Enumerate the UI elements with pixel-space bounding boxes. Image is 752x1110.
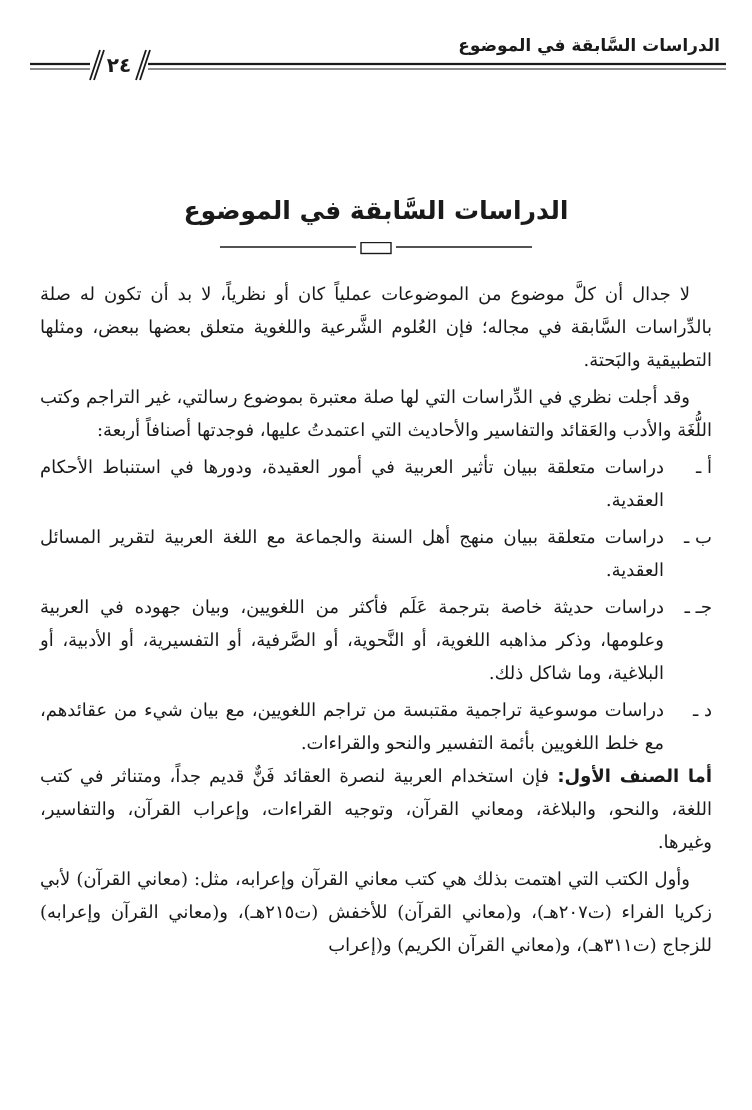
list-marker: أ ـ: [696, 457, 712, 478]
list-text: دراسات حديثة خاصة بترجمة عَلَم فأكثر من اللغويين، وبيان جهوده في العربية وعلومها، وذكر مذاهبه اللغوية، أو النَّحوية، أو الصَّرفية، أو التفسيرية، أو الأدبية، أو البلاغية، وما شاكل ذلك.: [40, 597, 664, 684]
list-item: [40, 521, 712, 587]
list-text: دراسات موسوعية تراجمية مقتبسة من تراجم اللغويين، مع بيان شيء من عقائدهم، مع خلط اللغويين بأئمة التفسير والنحو والقراءات.: [40, 700, 664, 754]
list-item: [40, 451, 712, 517]
first-category-paragraph: [40, 760, 712, 859]
first-category-lead: أما الصنف الأول:: [557, 766, 712, 787]
intro-paragraph: لا جدال أن كلَّ موضوع من الموضوعات عملياً كان أو نظرياً، لا بد أن تكون له صلة بالدِّراسات السَّابقة في مجاله؛ فإن العُلوم الشَّرعية واللغوية متعلق بعضها ببعض، ومثلها التطبيقية والبَحتة.: [40, 284, 712, 371]
list-text: دراسات متعلقة ببيان منهج أهل السنة والجماعة مع اللغة العربية لتقرير المسائل العقدية.: [40, 527, 664, 581]
list-item: [40, 591, 712, 690]
list-marker: ب ـ: [684, 527, 712, 548]
page-number-box: [90, 50, 146, 80]
books-paragraph: وأول الكتب التي اهتمت بذلك هي كتب معاني القرآن وإعرابه، مثل: (معاني القرآن) لأبي زكريا الفراء (ت٢٠٧هـ)، و(معاني القرآن) للأخفش (ت٢١٥هـ)، و(معاني القرآن وإعرابه) للزجاج (ت٣١١هـ)، و(معاني القرآن الكريم) و(إعراب: [40, 869, 712, 956]
chapter-title: الدراسات السَّابقة في الموضوع: [183, 196, 569, 225]
survey-paragraph: وقد أجلت نظري في الدِّراسات التي لها صلة معتبرة بموضوع رسالتي، غير التراجم وكتب اللُّغَة والأدب والعَقائد والتفاسير والأحاديث التي اعتمدتُ عليها، فوجدتها أصنافاً أربعة:: [40, 387, 712, 441]
first-category-text: فإن استخدام العربية لنصرة العقائد فَنٌّ قديم جداً، ومتناثر في كتب اللغة، والنحو، والبلاغة، ومعاني القرآن، وتوجيه القراءات، وإعراب القرآن، والتفاسير، وغيرها.: [40, 766, 712, 853]
list-marker: د ـ: [692, 700, 712, 721]
running-header: [30, 36, 726, 86]
list-marker: جـ ـ: [684, 597, 712, 618]
running-header-title: الدراسات السَّابقة في الموضوع: [458, 36, 720, 56]
body-text: [40, 278, 712, 962]
list-text: دراسات متعلقة ببيان تأثير العربية في أمور العقيدة، ودورها في استنباط الأحكام العقدية.: [40, 457, 664, 511]
title-underline-ornament: [220, 242, 532, 256]
page-number: ٢٤: [106, 53, 132, 77]
list-item: [40, 694, 712, 760]
